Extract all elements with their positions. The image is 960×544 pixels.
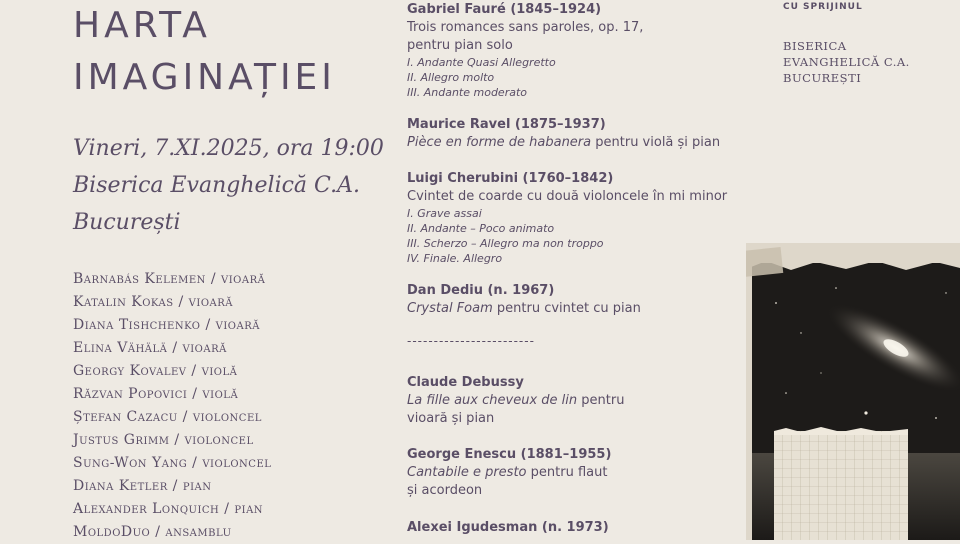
work-title: Cvintet de coarde cu două violoncele în mi minor: [407, 189, 728, 204]
program-item-dediu: [407, 282, 747, 318]
movement: III. Scherzo – Allegro ma non troppo: [407, 237, 604, 250]
support-label: CU SPRIJINUL: [783, 2, 863, 12]
performer-item: Georgy Kovalev / violă: [73, 363, 238, 379]
event-venue-line-1: Biserica Evanghelică C.A.: [73, 173, 360, 198]
composer-name: Claude Debussy: [407, 375, 524, 390]
support-org-line-1: BISERICA: [783, 39, 847, 53]
work-title: Trois romances sans paroles, op. 17,: [407, 20, 644, 35]
work-title: [407, 300, 747, 318]
support-org-line-3: BUCUREȘTI: [783, 71, 862, 85]
performer-item: Barnabás Kelemen / vioară: [73, 271, 266, 287]
event-date: Vineri, 7.XI.2025, ora 19:00: [73, 136, 384, 161]
program-item-ravel: [407, 116, 747, 152]
performer-item: Diana Tishchenko / vioară: [73, 317, 260, 333]
work-title: [407, 392, 747, 410]
support-org-line-2: EVANGHELICĂ C.A.: [783, 55, 910, 69]
work-instrumentation: pentru violă și pian: [591, 135, 721, 150]
event-venue-line-2: București: [73, 210, 181, 235]
support-organization: [783, 38, 910, 86]
program-item-cherubini: [407, 170, 747, 266]
composer-name: Luigi Cherubini (1760–1842): [407, 171, 614, 186]
performer-item: Răzvan Popovici / violă: [73, 386, 239, 402]
work-title: [407, 464, 747, 482]
program-item-enescu: [407, 446, 747, 500]
composer-name: George Enescu (1881–1955): [407, 447, 612, 462]
performer-item: MoldoDuo / ansamblu: [73, 524, 232, 540]
work-instrumentation-continued: și acordeon: [407, 483, 483, 498]
movement: IV. Finale. Allegro: [407, 252, 503, 265]
composer-name: Dan Dediu (n. 1967): [407, 283, 555, 298]
movement: III. Andante moderato: [407, 86, 527, 99]
work-instrumentation: pentru: [577, 393, 625, 408]
movement: II. Andante – Poco animato: [407, 222, 555, 235]
work-instrumentation: pentru flaut: [526, 465, 608, 480]
performers-list: [73, 268, 271, 544]
program-item-igudesman: [407, 519, 747, 537]
work-title-italic: Crystal Foam: [407, 301, 493, 316]
work-instrumentation: pentru cvintet cu pian: [492, 301, 641, 316]
work-title-italic: Cantabile e presto: [407, 465, 527, 480]
performer-item: Alexander Lonquich / pian: [73, 501, 264, 517]
work-title-italic: Pièce en forme de habanera: [407, 135, 592, 150]
work-title-italic: La fille aux cheveux de lin: [407, 393, 578, 408]
performer-item: Sung-Won Yang / violoncel: [73, 455, 272, 471]
movement: I. Andante Quasi Allegretto: [407, 56, 556, 69]
program-separator: ------------------------: [407, 334, 535, 348]
performer-item: Ștefan Cazacu / violoncel: [73, 409, 262, 425]
performer-item: Katalin Kokas / vioară: [73, 294, 234, 310]
galaxy-collage-image: [746, 243, 960, 540]
festival-title: [73, 0, 336, 104]
movement: I. Grave assai: [407, 207, 482, 220]
composer-name: Maurice Ravel (1875–1937): [407, 117, 606, 132]
composer-name: Alexei Igudesman (n. 1973): [407, 520, 609, 535]
title-line-2: IMAGINAȚIEI: [73, 57, 336, 98]
program-item-debussy: [407, 374, 747, 428]
movement: II. Allegro molto: [407, 71, 495, 84]
work-instrumentation-continued: vioară și pian: [407, 411, 495, 426]
title-line-1: HARTA: [73, 5, 211, 46]
work-title-continued: pentru pian solo: [407, 38, 513, 53]
composer-name: Gabriel Fauré (1845–1924): [407, 2, 602, 17]
event-info: [73, 130, 384, 241]
performer-item: Justus Grimm / violoncel: [73, 432, 254, 448]
program-item-faure: [407, 1, 747, 100]
performer-item: Elina Vähälä / vioară: [73, 340, 227, 356]
performer-item: Diana Ketler / pian: [73, 478, 212, 494]
work-title: [407, 134, 747, 152]
